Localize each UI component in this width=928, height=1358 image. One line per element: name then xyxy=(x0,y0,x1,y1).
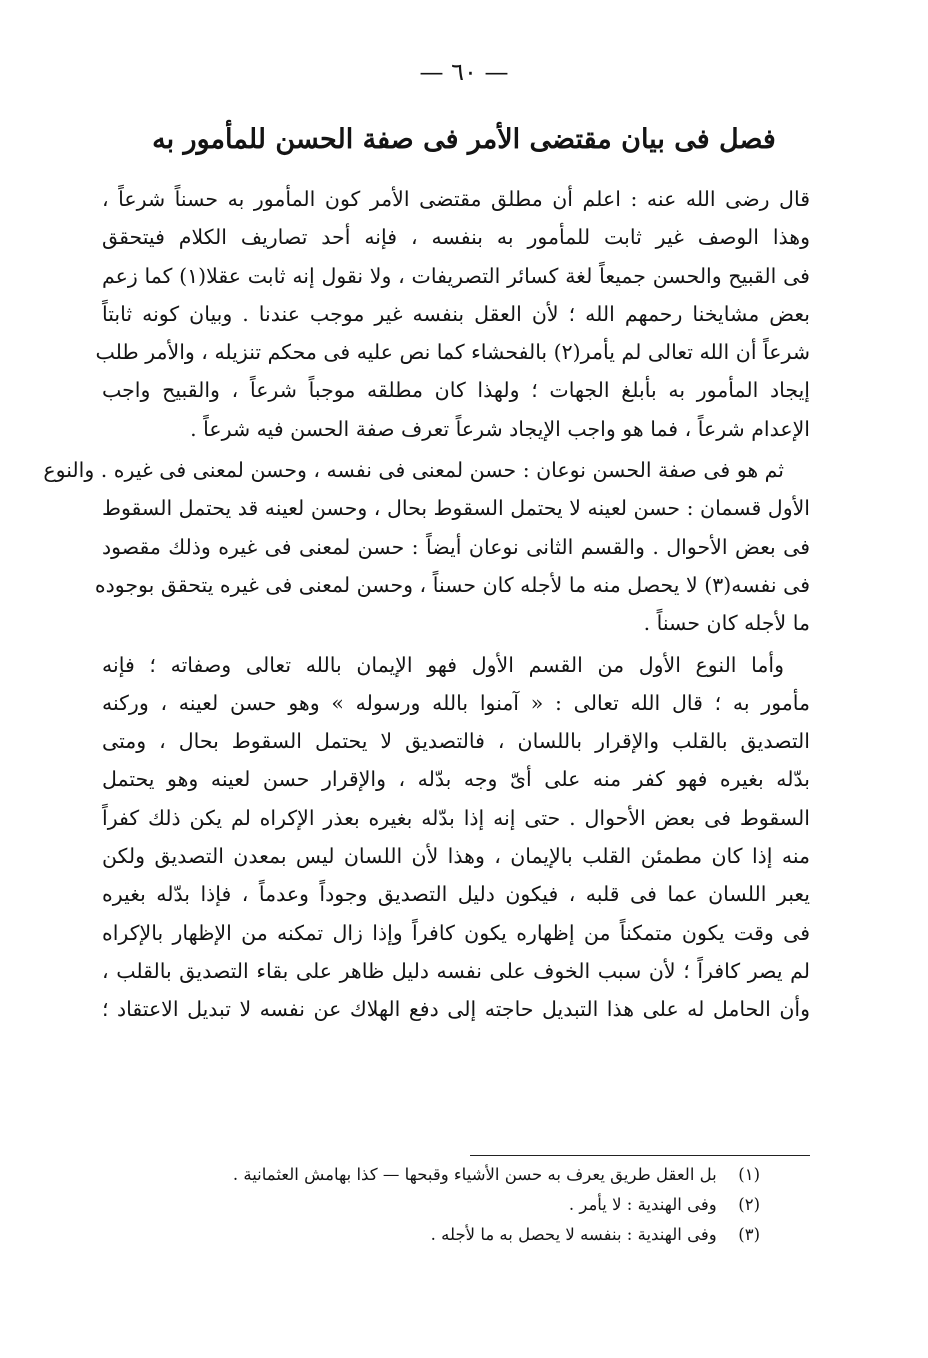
text-line: قال رضى الله عنه : اعلم أن مطلق مقتضى الأمر كون المأمور به حسناً شرعاً ، xyxy=(102,187,810,211)
footnote-number: (٢) xyxy=(738,1195,760,1214)
text-line: شرعاً أن الله تعالى لم يأمر(٢) بالفحشاء كما نص عليه فى محكم تنزيله ، والأمر طلب xyxy=(95,340,810,365)
text-line: لم يصر كافراً ؛ لأن سبب الخوف على نفسه دليل ظاهر على بقاء التصديق بالقلب ، xyxy=(102,958,811,983)
page-number: — ٦٠ — xyxy=(419,58,509,86)
text-line: وأما النوع الأول من القسم الأول فهو الإيمان بالله تعالى وصفاته ؛ فإنه xyxy=(102,652,784,677)
text-line: بدّله بغيره فهو كفر منه على أىّ وجه بدّله ، والإقرار حسن لعينه وهو يحتمل xyxy=(102,767,810,792)
text-line: فى القبيح والحسن جميعاً لغة كسائر التصريفات ، ولا نقول إنه ثابت عقلا(١) كما زعم xyxy=(102,263,810,288)
text-line: يعبر اللسان عما فى قلبه ، فيكون دليل التصديق وجوداً وعدماً ، فإذا بدّله بغيره xyxy=(102,882,810,907)
text-line: السقوط فى بعض الأحوال . حتى إنه إذا بدّله بغيره بعذر الإكراه لم يكن ذلك كفراً xyxy=(102,805,810,830)
footnote-text: بل العقل طريق يعرف به حسن الأشياء وقبحها — كذا بهامش العثمانية . xyxy=(232,1165,717,1184)
footnote xyxy=(120,1160,760,1190)
paragraph-2 xyxy=(43,451,810,642)
text-line: فى وقت يكون متمكناً من إظهاره يكون كافراً وإذا زال تمكنه من الإظهار بالإكراه xyxy=(102,920,810,945)
footnote-text: وفى الهندية : بنفسه لا يحصل به ما لأجله . xyxy=(430,1225,717,1244)
footnote-text: وفى الهندية : لا يأمر . xyxy=(568,1195,717,1214)
footnote-number: (٣) xyxy=(738,1225,760,1244)
footnote-number: (١) xyxy=(738,1165,760,1184)
text-line: ما لأجله كان حسناً . xyxy=(643,611,810,636)
text-line: منه إذا كان مطمئن القلب بالإيمان ، وهذا لأن اللسان ليس بمعدن التصديق ولكن xyxy=(102,844,810,869)
text-line: وأن الحامل له على هذا التبديل حاجته إلى دفع الهلاك عن نفسه لا تبديل الاعتقاد ؛ xyxy=(102,997,810,1022)
footnote-divider xyxy=(470,1155,810,1156)
section-heading: فصل فى بيان مقتضى الأمر فى صفة الحسن للمأمور به xyxy=(152,124,776,155)
main-text xyxy=(43,180,811,1029)
text-line: بعض مشايخنا رحمهم الله ؛ لأن العقل بنفسه غير موجب عندنا . وبيان كونه ثابتاً xyxy=(102,301,810,326)
paragraph-1 xyxy=(95,180,810,448)
text-line: الإعدام شرعاً ، فما هو واجب الإيجاد شرعاً تعرف صفة الحسن فيه شرعاً . xyxy=(190,416,810,441)
text-line: الأول قسمان : حسن لعينه لا يحتمل السقوط بحال ، وحسن لعينه قد يحتمل السقوط xyxy=(102,496,810,521)
text-line: فى بعض الأحوال . والقسم الثانى نوعان أيضاً : حسن لمعنى فى غيره وذلك مقصود xyxy=(102,534,810,559)
text-line: التصديق بالقلب والإقرار باللسان ، فالتصديق لا يحتمل السقوط بحال ، ومتى xyxy=(102,729,810,754)
text-line: مأمور به ؛ قال الله تعالى : « آمنوا بالله ورسوله » وهو حسن لعينه ، وركنه xyxy=(102,690,810,715)
paragraph-3 xyxy=(102,646,810,1029)
text-line: ثم هو فى صفة الحسن نوعان : حسن لمعنى فى نفسه ، وحسن لمعنى فى غيره . والنوع xyxy=(43,458,784,483)
text-line: فى نفسه(٣) لا يحصل منه ما لأجله كان حسناً ، وحسن لمعنى فى غيره يتحقق بوجوده xyxy=(94,572,810,597)
footnote xyxy=(120,1190,760,1220)
text-line: إيجاد المأمور به بأبلغ الجهات ؛ ولهذا كان مطلقه موجباً شرعاً ، والقبيح واجب xyxy=(102,378,810,403)
footnotes xyxy=(120,1160,760,1250)
footnote xyxy=(120,1220,760,1250)
text-line: وهذا الوصف غير ثابت للمأمور به بنفسه ، فإنه أحد تصاريف الكلام فيتحقق xyxy=(102,225,810,250)
